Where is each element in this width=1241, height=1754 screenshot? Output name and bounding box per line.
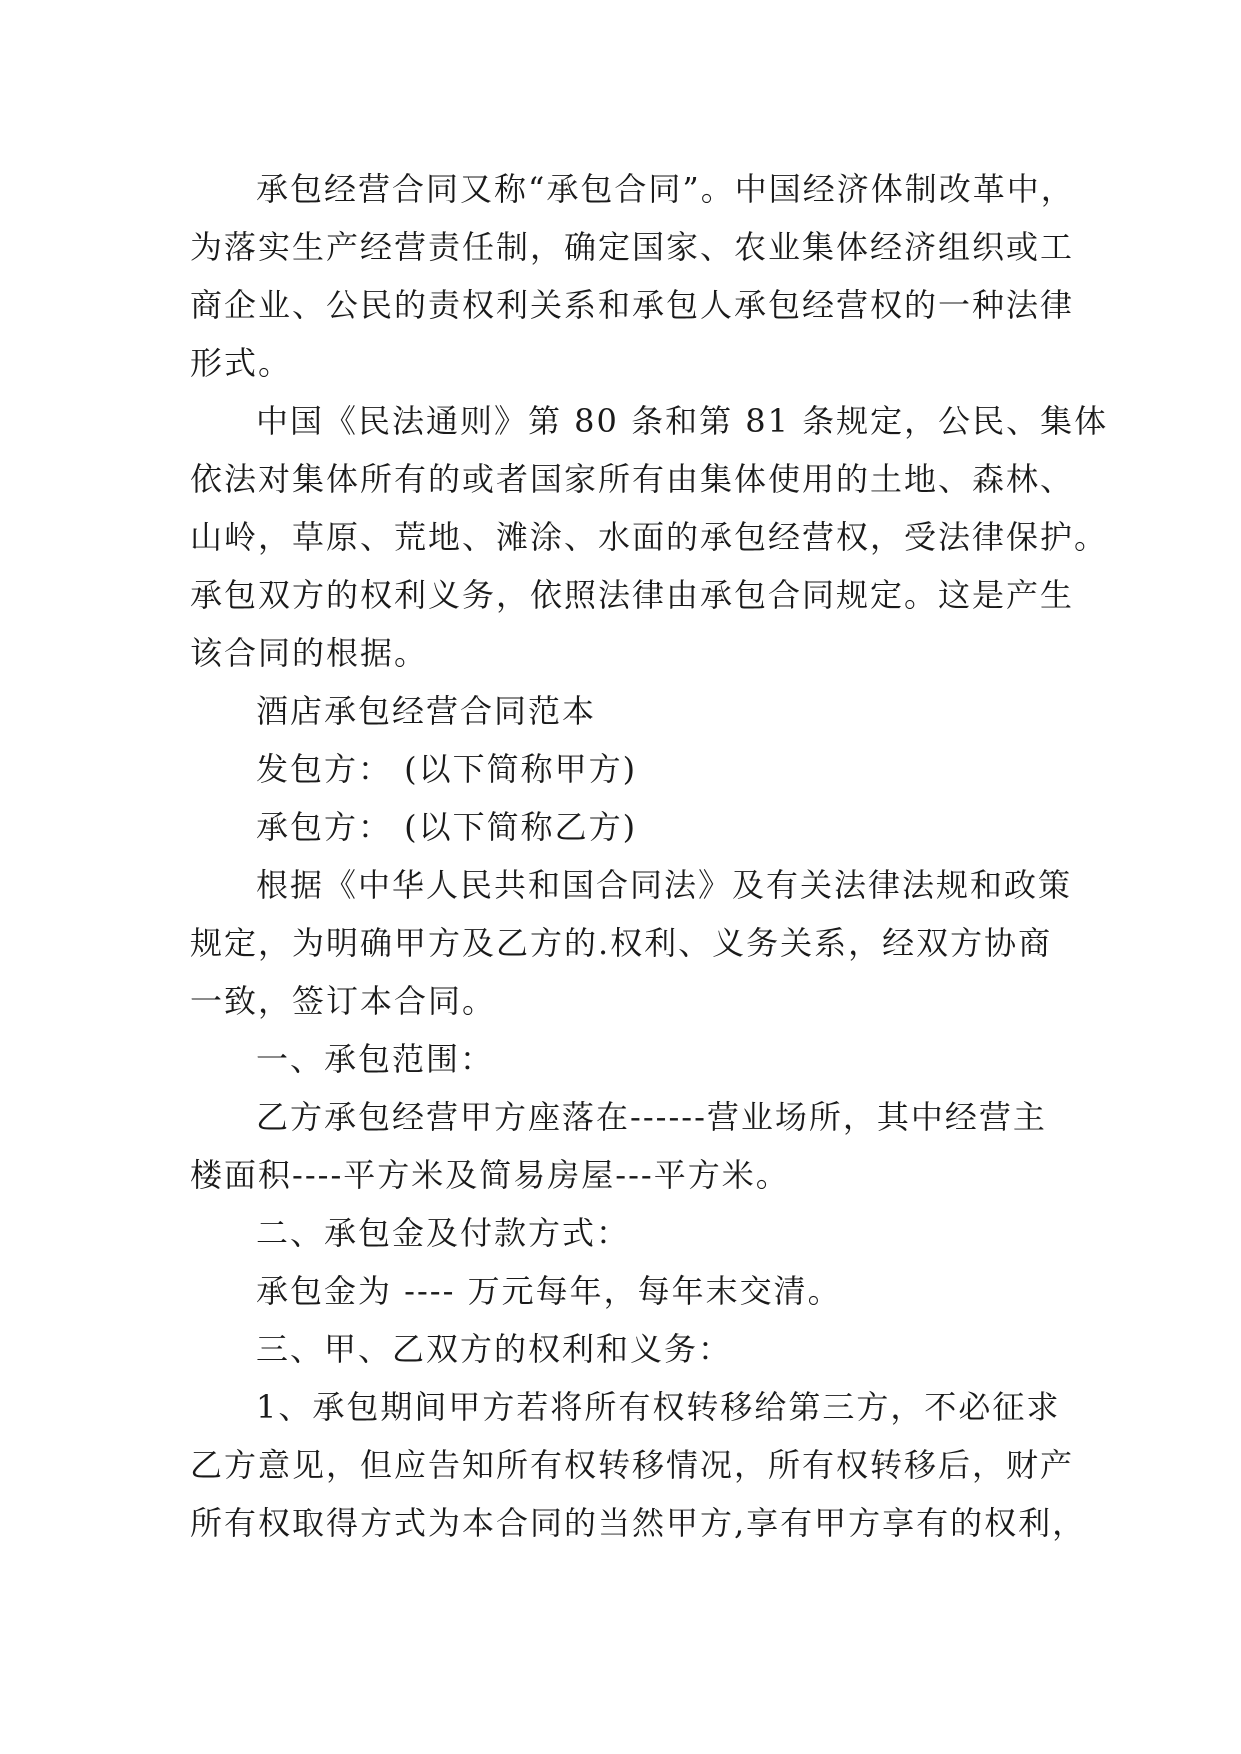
text-line: 乙方承包经营甲方座落在------营业场所，其中经营主 [256, 1098, 1047, 1136]
party-b-line: 承包方： (以下简称乙方) [256, 808, 638, 846]
text-line: 根据《中华人民共和国合同法》及有关法律法规和政策 [256, 866, 1073, 904]
text-line: 1、承包期间甲方若将所有权转移给第三方，不必征求 [256, 1388, 1061, 1426]
text-line: 一致，签订本合同。 [190, 982, 497, 1020]
text-line: 为落实生产经营责任制，确定国家、农业集体经济组织或工 [190, 228, 1075, 266]
section-heading: 一、承包范围： [256, 1040, 495, 1078]
text-line: 乙方意见，但应告知所有权转移情况，所有权转移后，财产 [190, 1446, 1075, 1484]
document-title: 酒店承包经营合同范本 [256, 692, 597, 730]
section-heading: 二、承包金及付款方式： [256, 1214, 631, 1252]
text-line: 承包金为 ---- 万元每年，每年末交清。 [256, 1272, 842, 1310]
section-heading: 三、甲、乙双方的权利和义务： [256, 1330, 733, 1368]
document-body [190, 160, 1109, 1552]
text-line: 该合同的根据。 [190, 634, 429, 672]
text-line: 承包经营合同又称“承包合同”。中国经济体制改革中， [256, 170, 1075, 208]
text-line: 规定，为明确甲方及乙方的.权利、义务关系，经双方协商 [190, 924, 1053, 962]
text-line: 形式。 [190, 344, 293, 382]
party-a-line: 发包方： (以下简称甲方) [256, 750, 638, 788]
text-line: 依法对集体所有的或者国家所有由集体使用的土地、森林、 [190, 460, 1075, 498]
text-line: 承包双方的权利义务，依照法律由承包合同规定。这是产生 [190, 576, 1075, 614]
text-line: 商企业、公民的责权利关系和承包人承包经营权的一种法律 [190, 286, 1075, 324]
text-line: 中国《民法通则》第 80 条和第 81 条规定，公民、集体 [256, 402, 1109, 440]
text-line: 楼面积----平方米及简易房屋---平方米。 [190, 1156, 790, 1194]
text-line: 所有权取得方式为本合同的当然甲方,享有甲方享有的权利， [190, 1504, 1087, 1542]
text-line: 山岭，草原、荒地、滩涂、水面的承包经营权，受法律保护。 [190, 518, 1109, 556]
